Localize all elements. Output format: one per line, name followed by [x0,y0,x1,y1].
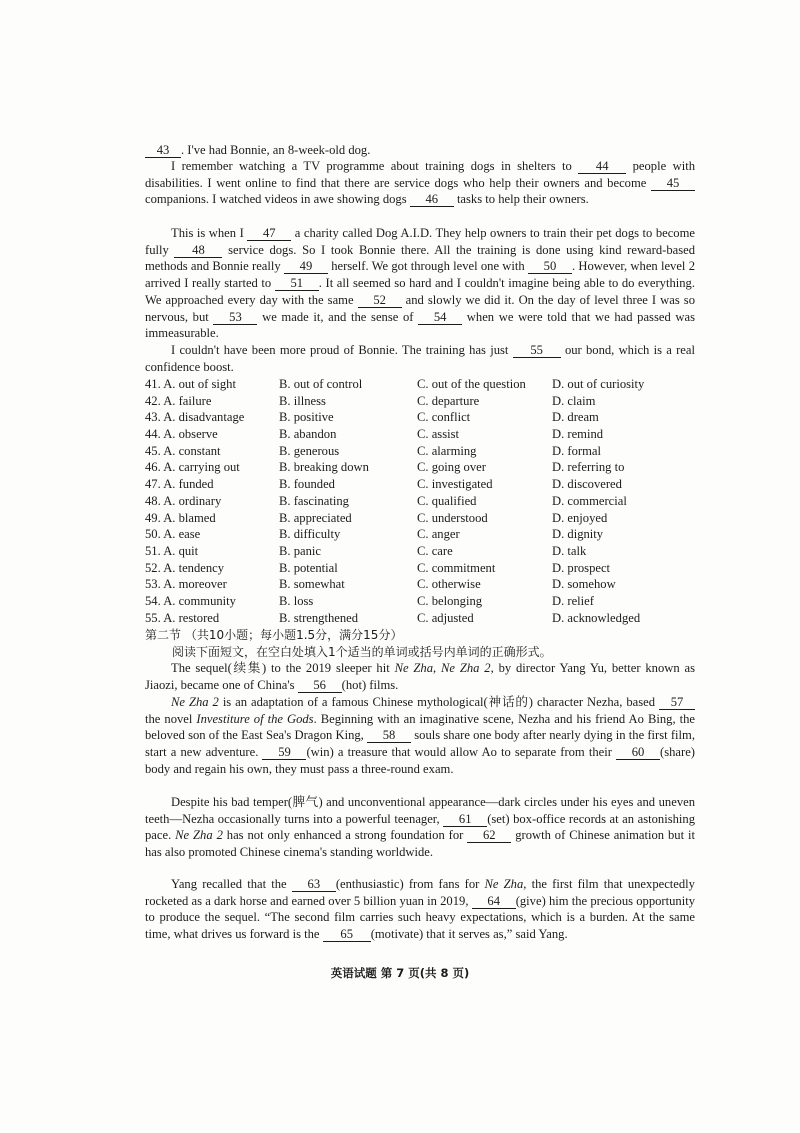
option-row-49 [145,510,705,527]
text: Yang recalled that the [171,877,287,891]
option-a: 46. A. carrying out [145,460,240,475]
blank-45: 45 [651,176,695,191]
option-row-42 [145,393,705,410]
text: This is when I [171,226,244,240]
option-c: C. investigated [417,477,493,492]
option-d: D. out of curiosity [552,377,645,391]
passage2-paragraph-2 [145,694,695,778]
option-c: C. assist [417,427,459,442]
option-b: B. generous [279,443,340,458]
option-d: D. enjoyed [552,510,608,525]
option-d: D. commercial [552,493,627,508]
text: companions. I watched videos in awe showing dogs [145,192,407,207]
blank-56: 56 [298,678,342,693]
text: (hot) films. [341,677,399,692]
option-row-48 [145,493,705,510]
option-b: B. positive [279,410,334,425]
text: when we were told that we had passed was immeasurable. [145,309,695,341]
blank-53: 53 [213,310,257,325]
blank-44: 44 [578,159,626,174]
option-b: B. loss [279,593,314,608]
option-a: 45. A. constant [145,443,221,458]
option-a: 48. A. ordinary [145,493,222,508]
blank-46: 46 [410,192,454,207]
text: (share) body and regain his own, they must pass a three-round exam. [145,745,695,776]
blank-60: 60 [616,745,660,760]
text: and slowly we did it. On the day of level three I was so nervous, but [145,292,695,324]
option-row-41 [145,376,705,393]
option-row-52 [145,560,705,577]
option-row-47 [145,476,705,493]
text: has not only enhanced a strong foundation for [226,828,464,843]
option-b: B. strengthened [279,610,359,625]
blank-57: 57 [659,695,695,710]
passage1-paragraph-3 [145,225,695,342]
film-title: Ne Zha [394,661,434,675]
text: (enthusiastic) from fans for [335,877,480,891]
blank-65: 65 [323,927,371,942]
blank-50: 50 [528,259,572,274]
film-title: Ne Zha [484,877,524,891]
option-c: C. belonging [417,593,483,608]
option-c: C. anger [417,527,460,542]
text: The sequel(续集) to the 2019 sleeper hit [171,661,390,675]
blank-43: 43 [145,143,181,158]
section-instruction: 阅读下面短文，在空白处填入1个适当的单词或括号内单词的正确形式。 [172,645,552,659]
passage2-paragraph-3 [145,794,695,861]
text: we made it, and the sense of [262,309,414,324]
option-a: 42. A. failure [145,393,212,408]
blank-48: 48 [174,243,222,258]
text: tasks to help their owners. [456,192,589,207]
option-row-55 [145,610,705,627]
option-a: 47. A. funded [145,477,214,492]
section-heading: 第二节 （共10小题；每小题1.5分，满分15分） [145,628,403,642]
blank-55: 55 [513,343,561,358]
option-c: C. qualified [417,493,477,508]
option-d: D. prospect [552,560,611,575]
passage1-paragraph-2 [145,158,695,208]
option-d: D. dignity [552,527,604,542]
text: herself. We got through level one with [331,259,525,274]
option-d: D. relief [552,593,594,608]
text: , the first film that unexpectedly rocketed as a dark horse and earned over 5 billion yuan in 2019, [145,877,695,908]
option-d: D. somehow [552,577,616,592]
option-d: D. dream [552,410,599,425]
passage1-paragraph-1 [145,142,695,159]
option-b: B. potential [279,560,338,575]
text: (motivate) that it serves as,” said Yang. [370,927,568,942]
text: a charity called Dog A.I.D. They help owners to train their pet dogs to become fully [145,226,695,257]
text: . Beginning with an imaginative scene, Nezha and his friend Ao Bing, the beloved son of the East Sea's Dragon King, [145,711,695,743]
option-row-46 [145,459,705,476]
option-row-44 [145,426,705,443]
option-c: C. adjusted [417,610,474,625]
blank-58: 58 [367,728,411,743]
option-a: 41. A. out of sight [145,377,236,391]
option-d: D. acknowledged [552,610,641,625]
option-c: C. commitment [417,560,496,575]
text: the novel [145,711,193,726]
option-c: C. departure [417,393,480,408]
option-a: 43. A. disadvantage [145,410,245,425]
option-a: 44. A. observe [145,427,218,442]
option-row-51 [145,543,705,560]
option-d: D. remind [552,427,604,442]
option-row-53 [145,576,705,593]
option-c: C. conflict [417,410,471,425]
novel-title: Investiture of the Gods [196,711,314,726]
blank-64: 64 [472,894,516,909]
passage2-paragraph-4 [145,876,695,943]
text: . I've had Bonnie, an 8-week-old dog. [181,143,371,157]
blank-59: 59 [262,745,306,760]
text: people with disabilities. I went online to find that there are service dogs who help their owners and become [145,159,695,190]
option-c: C. understood [417,510,488,525]
blank-61: 61 [443,812,487,827]
blank-49: 49 [284,259,328,274]
text: our bond, which is a real confidence boost. [145,343,695,374]
blank-52: 52 [358,293,402,308]
film-title: Ne Zha 2 [171,695,219,709]
option-b: B. fascinating [279,493,349,508]
option-row-43 [145,409,705,426]
option-b: B. panic [279,543,321,558]
option-b: B. founded [279,477,335,492]
text: I couldn't have been more proud of Bonnie. The training has just [171,343,509,357]
text: . However, when level 2 arrived I really started to [145,259,695,291]
option-b: B. abandon [279,427,337,442]
blank-47: 47 [247,226,291,241]
film-title: Ne Zha 2 [441,661,491,675]
text: , [433,661,437,675]
text: souls share one body after nearly dying in the first film, start a new adventure. [145,728,695,760]
option-d: D. talk [552,543,587,558]
blank-51: 51 [275,276,319,291]
text: (set) box-office records at an astonishing pace. [145,811,695,843]
option-c: C. out of the question [417,377,526,391]
text: is an adaptation of a famous Chinese mythological(神话的) character Nezha, based [222,695,656,709]
option-row-54 [145,593,705,610]
option-a: 49. A. blamed [145,510,216,525]
option-b: B. difficulty [279,527,341,542]
passage1-paragraph-4 [145,342,695,375]
blank-54: 54 [418,310,462,325]
option-b: B. somewhat [279,577,345,592]
text: , by director Yang Yu, better known as Jiaozi, became one of China's [145,661,695,692]
text: (win) a treasure that would allow Ao to separate from their [306,745,612,760]
option-d: D. discovered [552,477,622,492]
option-a: 55. A. restored [145,610,220,625]
option-row-50 [145,526,705,543]
options-table [145,376,705,626]
option-b: B. breaking down [279,460,369,475]
text: (give) him the precious opportunity to produce the sequel. “The second film carries such heavy expectations, which is a burden. At the same time, what drives us forward is the [145,893,695,942]
option-c: C. going over [417,460,486,475]
blank-62: 62 [467,828,511,843]
option-a: 54. A. community [145,593,236,608]
page-footer: 英语试题 第 7 页(共 8 页) [330,966,470,980]
text: growth of Chinese animation but it has also promoted Chinese cinema's standing worldwide. [145,828,695,860]
text: Despite his bad temper(脾气) and unconventional appearance—dark circles under his eyes and uneven teeth—Nezha occasionally turns into a powerful teenager, [145,795,695,826]
option-b: B. out of control [279,377,363,391]
option-row-45 [145,443,705,460]
text: . It all seemed so hard and I couldn't imagine being able to do everything. We approached every day with the same [145,276,695,307]
option-c: C. alarming [417,443,477,458]
option-b: B. illness [279,393,326,408]
option-a: 53. A. moreover [145,577,227,592]
passage2-paragraph-1 [145,660,695,693]
film-title: Ne Zha 2 [175,828,223,843]
text: I remember watching a TV programme about training dogs in shelters to [171,159,572,173]
option-d: D. formal [552,443,601,458]
option-d: D. referring to [552,460,625,475]
text: service dogs. So I took Bonnie there. All the training is done using kind reward-based methods and Bonnie really [145,242,695,274]
option-a: 52. A. tendency [145,560,225,575]
option-b: B. appreciated [279,510,352,525]
option-c: C. otherwise [417,577,481,592]
option-d: D. claim [552,393,596,408]
option-a: 51. A. quit [145,543,199,558]
option-c: C. care [417,543,453,558]
option-a: 50. A. ease [145,527,201,542]
blank-63: 63 [292,877,336,892]
